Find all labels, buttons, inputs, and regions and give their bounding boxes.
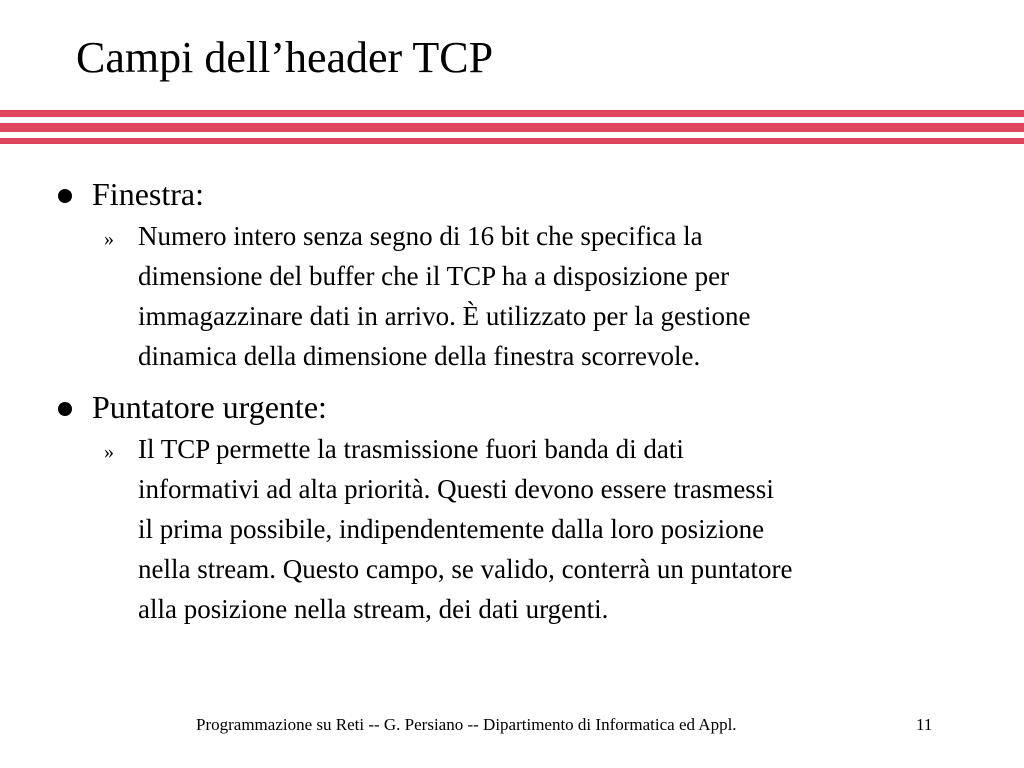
title-rule-top xyxy=(0,110,1024,117)
title-rule-middle xyxy=(0,123,1024,132)
footer-text: Programmazione su Reti -- G. Persiano -- Dipartimento di Informatica ed Appl. xyxy=(196,715,737,734)
guillemet-marker-icon: » xyxy=(104,228,114,250)
sub-bullet-text xyxy=(138,429,978,629)
sub-bullet-item xyxy=(104,429,984,629)
text-line: Il TCP permette la trasmissione fuori banda di dati xyxy=(138,434,684,464)
slide-title: Campi dell’header TCP xyxy=(76,33,494,82)
title-rule-bottom xyxy=(0,138,1024,144)
bullet-item xyxy=(54,385,984,429)
text-line: dinamica della dimensione della finestra scorrevole. xyxy=(138,341,701,371)
bullet-item xyxy=(54,172,984,216)
guillemet-marker-icon: » xyxy=(104,441,114,463)
bullet-section-puntatore-urgente xyxy=(54,385,984,629)
text-line: informativi ad alta priorità. Questi devono essere trasmessi xyxy=(138,474,774,504)
bullet-dot-icon xyxy=(54,172,92,216)
sub-bullet-text xyxy=(138,216,978,376)
text-line: immagazzinare dati in arrivo. È utilizzato per la gestione xyxy=(138,301,751,331)
text-line: alla posizione nella stream, dei dati urgenti. xyxy=(138,594,609,624)
bullet-label: Finestra: xyxy=(92,176,204,212)
text-line: nella stream. Questo campo, se valido, conterrà un puntatore xyxy=(138,554,793,584)
sub-bullet-item xyxy=(104,216,984,376)
text-line: dimensione del buffer che il TCP ha a disposizione per xyxy=(138,261,730,291)
page-number: 11 xyxy=(916,715,933,734)
text-line: Numero intero senza segno di 16 bit che specifica la xyxy=(138,221,703,251)
bullet-section-finestra xyxy=(54,172,984,376)
bullet-dot-icon xyxy=(54,385,92,429)
text-line: il prima possibile, indipendentemente dalla loro posizione xyxy=(138,514,765,544)
bullet-label: Puntatore urgente: xyxy=(92,389,327,425)
slide-content xyxy=(54,172,984,638)
